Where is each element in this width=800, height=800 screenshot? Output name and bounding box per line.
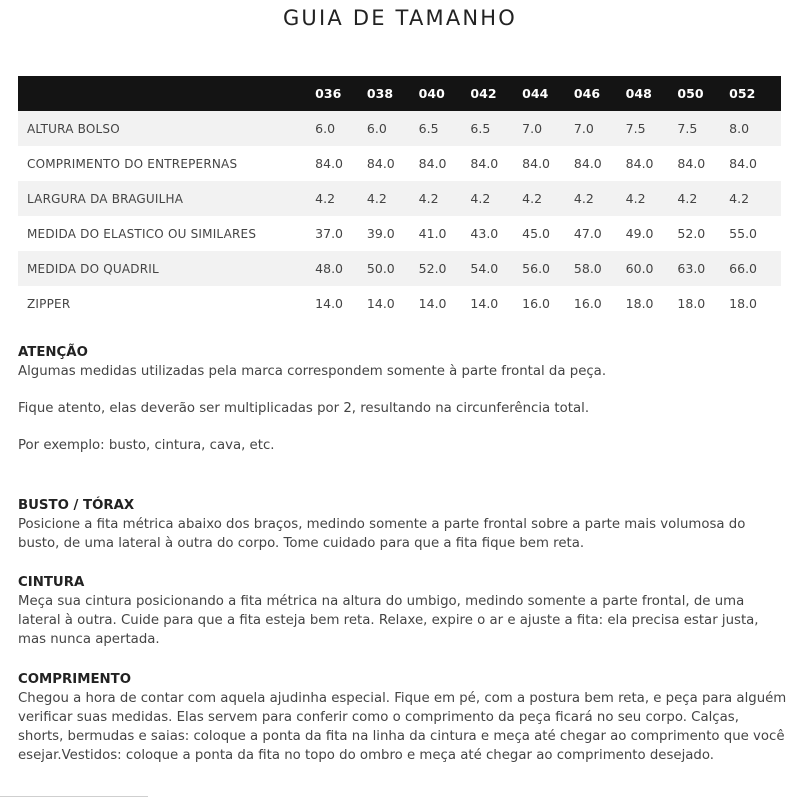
measurement-value: 14.0 [315,296,344,311]
measurement-value: 84.0 [470,156,499,171]
size-header: 052 [729,86,756,101]
divider [0,796,148,797]
size-header: 044 [522,86,549,101]
measurement-value: 4.2 [315,191,336,206]
measurement-value: 60.0 [625,261,654,276]
measurement-value: 47.0 [573,226,602,241]
measurement-label: MEDIDA DO ELASTICO OU SIMILARES [27,226,257,241]
table-header-label [18,76,315,111]
comprimento-heading: COMPRIMENTO [18,672,132,687]
measurement-value: 14.0 [366,296,395,311]
table-row [18,286,781,321]
measurement-value: 45.0 [522,226,551,241]
measurement-value: 4.2 [573,191,594,206]
size-table [18,76,781,321]
cintura-section [18,573,788,649]
measurement-value: 7.5 [625,121,646,136]
attention-heading: ATENÇÃO [18,345,88,360]
measurement-value: 4.2 [522,191,543,206]
size-header: 042 [470,86,497,101]
comprimento-text: Chegou a hora de contar com aquela ajudinha especial. Fique em pé, com a postura bem reta, e peça para alguém verificar suas medidas. Elas servem para conferir como o comprimento da peça ficará no seu corpo. Calças, shorts, bermudas e saias: coloque a ponta da fita na linha da cintura e meça até chegar ao comprimento que você esejar.Vestidos: coloque a ponta da fita no topo do ombro e meça até chegar ao comprimento desejado. [18,691,787,763]
measurement-value: 8.0 [729,121,750,136]
size-header: 036 [315,86,342,101]
comprimento-section [18,670,788,765]
measurement-value: 6.5 [418,121,439,136]
measurement-label: COMPRIMENTO DO ENTREPERNAS [27,156,238,171]
measurement-value: 14.0 [470,296,499,311]
table-row [18,216,781,251]
measurement-value: 6.0 [315,121,336,136]
measurement-value: 7.0 [573,121,594,136]
measurement-value: 6.0 [366,121,387,136]
cintura-text: Meça sua cintura posicionando a fita métrica na altura do umbigo, medindo somente a parte frontal, de uma lateral à outra. Cuide para que a fita esteja bem reta. Relaxe, expire o ar e ajuste a fita: ela precisa estar justa, mas nunca apertada. [18,594,759,647]
measurement-value: 14.0 [418,296,447,311]
measurement-value: 7.0 [522,121,543,136]
attention-section [18,343,788,455]
measurement-value: 52.0 [677,226,706,241]
measurement-value: 63.0 [677,261,706,276]
table-row [18,251,781,286]
size-header: 050 [677,86,704,101]
busto-text: Posicione a fita métrica abaixo dos braços, medindo somente a parte frontal sobre a parte mais volumosa do busto, de uma lateral à outra do corpo. Tome cuidado para que a fita fique bem reta. [18,517,746,551]
measurement-value: 18.0 [729,296,758,311]
measurement-value: 4.2 [729,191,750,206]
attention-line: Algumas medidas utilizadas pela marca correspondem somente à parte frontal da peça. [18,364,607,379]
measurement-value: 84.0 [729,156,758,171]
measurement-value: 50.0 [366,261,395,276]
measurement-label: LARGURA DA BRAGUILHA [27,191,184,206]
measurement-value: 49.0 [625,226,654,241]
table-row [18,181,781,216]
size-header: 038 [366,86,394,101]
measurement-value: 84.0 [315,156,344,171]
measurement-value: 84.0 [418,156,447,171]
measurement-value: 16.0 [573,296,602,311]
measurement-value: 41.0 [418,226,447,241]
measurement-value: 84.0 [366,156,395,171]
measurement-value: 18.0 [677,296,706,311]
measurement-value: 48.0 [315,261,344,276]
measurement-value: 4.2 [677,191,698,206]
measurement-label: ZIPPER [27,296,71,311]
measurement-value: 84.0 [573,156,602,171]
measurement-value: 4.2 [470,191,491,206]
table-header-row [18,76,781,111]
measurement-value: 84.0 [625,156,654,171]
measurement-value: 6.5 [470,121,491,136]
measurement-value: 4.2 [625,191,646,206]
size-header: 040 [418,86,445,101]
size-header: 046 [573,86,601,101]
measurement-value: 4.2 [366,191,387,206]
measurement-value: 58.0 [573,261,602,276]
measurement-value: 18.0 [625,296,654,311]
size-header: 048 [625,86,652,101]
page-title: GUIA DE TAMANHO [282,6,518,30]
measurement-value: 66.0 [729,261,758,276]
measurement-value: 43.0 [470,226,499,241]
measurement-value: 16.0 [522,296,551,311]
measurement-value: 39.0 [366,226,395,241]
table-row [18,111,781,146]
measurement-value: 37.0 [315,226,344,241]
measurement-label: ALTURA BOLSO [27,121,120,136]
cintura-heading: CINTURA [18,575,85,590]
measurement-value: 55.0 [729,226,758,241]
attention-line: Fique atento, elas deverão ser multiplicadas por 2, resultando na circunferência total. [18,401,590,416]
measurement-label: MEDIDA DO QUADRIL [27,261,159,276]
busto-section [18,496,788,553]
measurement-value: 84.0 [522,156,551,171]
measurement-value: 4.2 [418,191,439,206]
measurement-value: 7.5 [677,121,698,136]
measurement-value: 84.0 [677,156,706,171]
measurement-value: 56.0 [522,261,551,276]
measurement-value: 52.0 [418,261,447,276]
measurement-value: 54.0 [470,261,499,276]
table-row [18,146,781,181]
attention-line: Por exemplo: busto, cintura, cava, etc. [18,438,275,453]
busto-heading: BUSTO / TÓRAX [18,498,135,513]
